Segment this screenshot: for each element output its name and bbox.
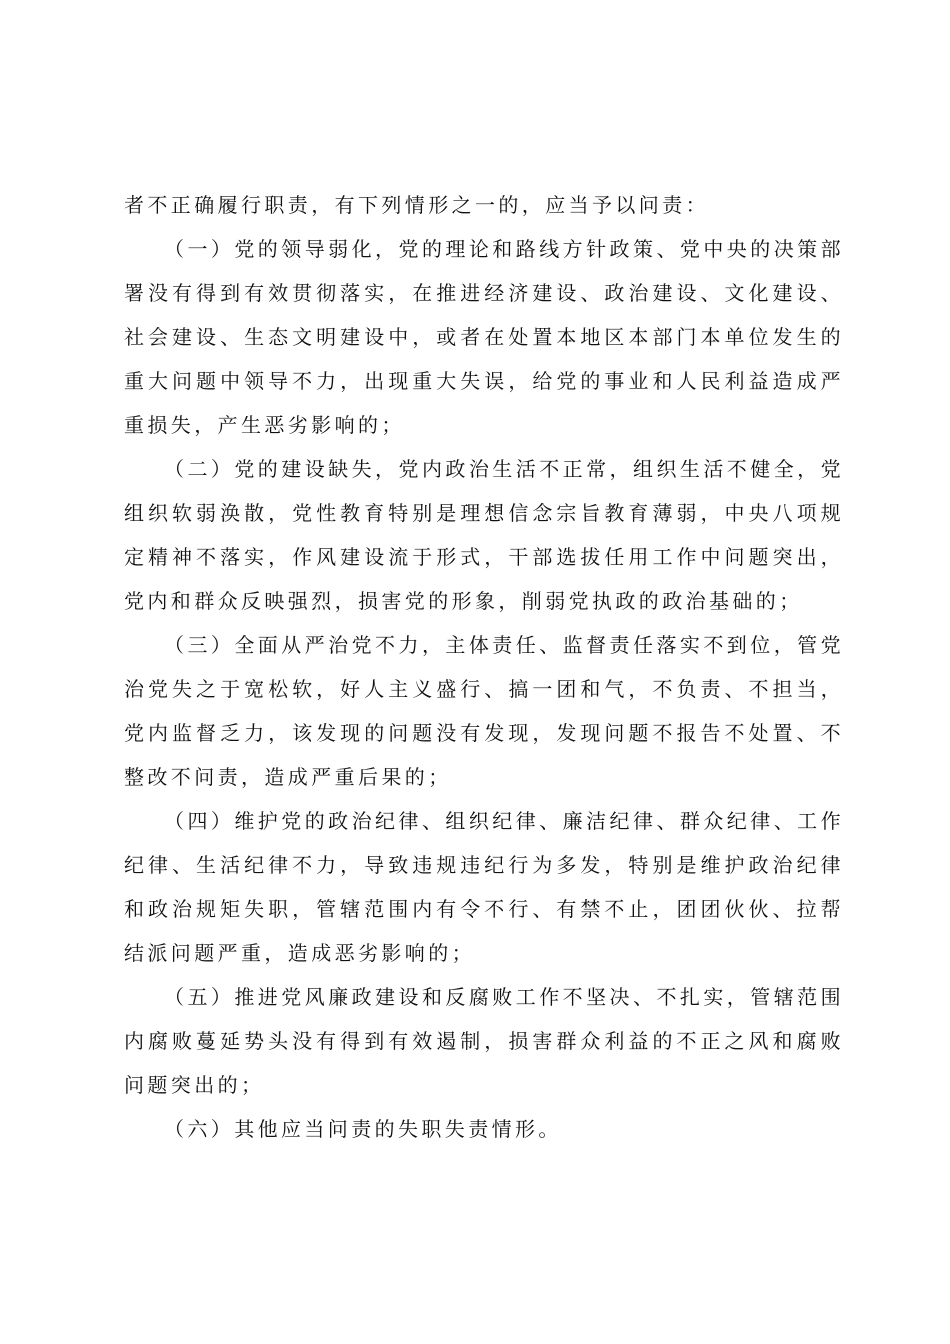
paragraph-item-3: （三）全面从严治党不力，主体责任、监督责任落实不到位，管党治党失之于宽松软，好人主义盛行、搞一团和气，不负责、不担当，党内监督乏力，该发现的问题没有发现，发现问题不报告不处置、不整改不问责，造成严重后果的； <box>124 633 844 789</box>
paragraph-continuation: 者不正确履行职责，有下列情形之一的，应当予以问责： <box>124 193 709 217</box>
document-body <box>124 183 844 1151</box>
paragraph-item-1: （一）党的领导弱化，党的理论和路线方针政策、党中央的决策部署没有得到有效贯彻落实，在推进经济建设、政治建设、文化建设、社会建设、生态文明建设中，或者在处置本地区本部门本单位发生的重大问题中领导不力，出现重大失误，给党的事业和人民利益造成严重损失，产生恶劣影响的； <box>124 237 844 437</box>
paragraph-item-4: （四）维护党的政治纪律、组织纪律、廉洁纪律、群众纪律、工作纪律、生活纪律不力，导致违规违纪行为多发，特别是维护政治纪律和政治规矩失职，管辖范围内有令不行、有禁不止，团团伙伙、拉帮结派问题严重，造成恶劣影响的； <box>124 809 844 965</box>
paragraph-item-5: （五）推进党风廉政建设和反腐败工作不坚决、不扎实，管辖范围内腐败蔓延势头没有得到有效遏制，损害群众利益的不正之风和腐败问题突出的； <box>124 985 844 1097</box>
paragraph-item-6: （六）其他应当问责的失职失责情形。 <box>164 1117 562 1141</box>
paragraph-item-2: （二）党的建设缺失，党内政治生活不正常，组织生活不健全，党组织软弱涣散，党性教育特别是理想信念宗旨教育薄弱，中央八项规定精神不落实，作风建设流于形式，干部选拔任用工作中问题突出，党内和群众反映强烈，损害党的形象，削弱党执政的政治基础的； <box>124 457 844 613</box>
